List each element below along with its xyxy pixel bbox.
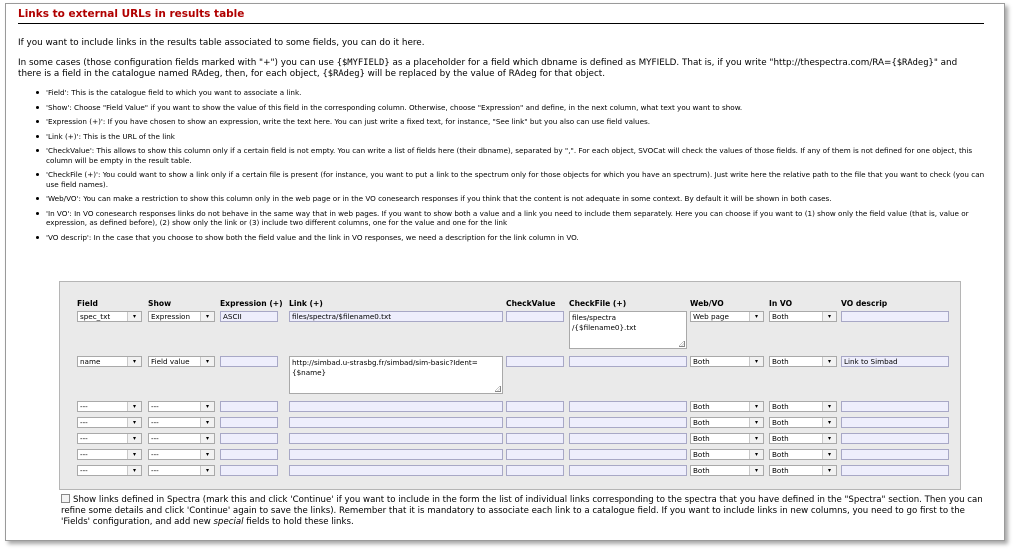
invo-select[interactable] (769, 311, 837, 322)
field-select[interactable] (77, 311, 142, 322)
expression-input[interactable] (220, 311, 278, 322)
chevron-down-icon: ▾ (822, 312, 836, 321)
field-select-value: name (80, 357, 101, 366)
header-show: Show (148, 299, 172, 308)
checkvalue-input[interactable] (506, 449, 564, 460)
footer-note (61, 494, 986, 528)
field-select[interactable] (77, 449, 142, 460)
expression-input[interactable] (220, 401, 278, 412)
header-field: Field (77, 299, 98, 308)
vodescrip-input[interactable] (841, 417, 949, 428)
webvo-select-value: Both (693, 357, 710, 366)
links-table-panel (59, 281, 961, 490)
chevron-down-icon: ▾ (127, 402, 141, 411)
link-input[interactable] (289, 449, 503, 460)
vodescrip-input[interactable] (841, 356, 949, 367)
link-textarea[interactable] (289, 356, 503, 394)
footer-text-2: fields to hold these links. (243, 517, 354, 527)
chevron-down-icon: ▾ (822, 402, 836, 411)
chevron-down-icon: ▾ (822, 357, 836, 366)
chevron-down-icon: ▾ (749, 434, 763, 443)
webvo-select-value: Both (693, 418, 710, 427)
invo-select[interactable] (769, 433, 837, 444)
checkvalue-input[interactable] (506, 417, 564, 428)
webvo-select[interactable] (690, 417, 764, 428)
chevron-down-icon: ▾ (200, 466, 214, 475)
show-select[interactable] (148, 417, 215, 428)
placeholder-text-3: " and there is a field in the catalogue named RAdeg, then, for each object, (18, 58, 958, 79)
vodescrip-input[interactable] (841, 465, 949, 476)
chevron-down-icon: ▾ (749, 357, 763, 366)
chevron-down-icon: ▾ (200, 418, 214, 427)
placeholder-code-2: {$RAdeg} (891, 58, 934, 68)
webvo-select[interactable] (690, 356, 764, 367)
show-select-value: Expression (151, 312, 191, 321)
chevron-down-icon: ▾ (127, 434, 141, 443)
vodescrip-input[interactable] (841, 311, 949, 322)
checkvalue-input[interactable] (506, 356, 564, 367)
show-select[interactable] (148, 356, 215, 367)
link-input-value: files/spectra/$filename0.txt (292, 312, 392, 321)
invo-select[interactable] (769, 401, 837, 412)
field-select[interactable] (77, 433, 142, 444)
invo-select-value: Both (772, 357, 789, 366)
show-select[interactable] (148, 311, 215, 322)
help-item-vodescrip: 'VO descrip': In the case that you choose to show both the field value and the link in VO responses, we need a description for the link column in VO. (34, 233, 989, 242)
invo-select-value: Both (772, 418, 789, 427)
show-select-value: --- (151, 418, 159, 427)
field-select-value: --- (80, 402, 88, 411)
help-item-invo: 'In VO': In VO conesearch responses links do not behave in the same way that in web pages. If you want to show both a value and a link you need to include them separately. Here you can choose if you want to (1) show only the field value (that is, value or expression, as defined before), (2) show only the link or (3) include two different columns, one for the value and one for the link (34, 209, 989, 228)
help-item-webvo: 'Web/VO': You can make a restriction to show this column only in the web page or in the VO conesearch responses if you think that the content is not adequate in some context. By default it will be shown in both cases. (34, 194, 989, 203)
resize-grip-icon[interactable] (495, 386, 501, 392)
placeholder-text-2: as a placeholder for a field which dbname is defined as MYFIELD. That is, if you write "http://thespectra.com/RA= (389, 58, 892, 68)
show-select[interactable] (148, 465, 215, 476)
chevron-down-icon: ▾ (127, 357, 141, 366)
checkfile-input[interactable] (569, 356, 687, 367)
field-select-value: --- (80, 466, 88, 475)
expression-input[interactable] (220, 356, 278, 367)
help-item-checkfile: 'CheckFile (+)': You could want to show a link only if a certain file is present (for instance, you want to put a link to the spectrum only for those objects for which you have an spectrum). Just write here the relative path to the file that you want to check (you can use field names). (34, 170, 989, 189)
field-select-value: --- (80, 434, 88, 443)
chevron-down-icon: ▾ (200, 357, 214, 366)
placeholder-text-1: In some cases (those configuration fields marked with "+") you can use (18, 58, 337, 68)
checkfile-input[interactable] (569, 417, 687, 428)
show-select-value: Field value (151, 357, 190, 366)
field-select-value: --- (80, 418, 88, 427)
show-select[interactable] (148, 433, 215, 444)
vodescrip-input[interactable] (841, 433, 949, 444)
checkvalue-input[interactable] (506, 401, 564, 412)
link-input[interactable] (289, 433, 503, 444)
placeholder-code-3: {$RAdeg} (322, 69, 365, 79)
help-item-expression: 'Expression (+)': If you have chosen to show an expression, write the text here. You can just write a fixed text, for instance, "See link" but you also can use field values. (34, 117, 989, 126)
link-textarea-value: http://simbad.u-strasbg.fr/simbad/sim-basic?Ident= {$name} (292, 358, 478, 377)
field-select[interactable] (77, 417, 142, 428)
checkfile-textarea-value: files/spectra /{$filename0}.txt (572, 313, 637, 332)
header-link: Link (+) (289, 299, 323, 308)
help-item-link: 'Link (+)': This is the URL of the link (34, 132, 989, 141)
footer-text-1: Show links defined in Spectra (mark this and click 'Continue' if you want to include in the form the list of individual links corresponding to the spectra that you have defined in the "Spectra" section. Then you can refine some details and click 'Continue' again to save the links). Remember that it is mandatory to associate each link to a catalogue field. If you want to include links in new columns, you need to go first to the 'Fields' configuration, and add new (61, 495, 983, 527)
vodescrip-input[interactable] (841, 401, 949, 412)
webvo-select-value: Both (693, 402, 710, 411)
invo-select[interactable] (769, 417, 837, 428)
checkfile-input[interactable] (569, 433, 687, 444)
checkvalue-input[interactable] (506, 433, 564, 444)
webvo-select-value: Both (693, 466, 710, 475)
chevron-down-icon: ▾ (749, 466, 763, 475)
webvo-select-value: Both (693, 450, 710, 459)
field-select-value: spec_txt (80, 312, 111, 321)
expression-input[interactable] (220, 449, 278, 460)
chevron-down-icon: ▾ (749, 418, 763, 427)
footer-special: special (213, 517, 244, 527)
expression-input[interactable] (220, 417, 278, 428)
header-checkfile: CheckFile (+) (569, 299, 627, 308)
webvo-select-value: Both (693, 434, 710, 443)
link-input[interactable] (289, 311, 503, 322)
checkfile-input[interactable] (569, 449, 687, 460)
show-spectra-links-checkbox[interactable] (61, 494, 70, 503)
help-item-show: 'Show': Choose "Field Value" if you want to show the value of this field in the corresponding column. Otherwise, choose "Expression" and define, in the next column, what text you want to show. (34, 103, 989, 112)
intro-text: If you want to include links in the results table associated to some fields, you can do it here. (18, 38, 425, 48)
placeholder-paragraph (18, 58, 983, 80)
show-select-value: --- (151, 466, 159, 475)
header-checkvalue: CheckValue (506, 299, 556, 308)
webvo-select-value: Web page (693, 312, 729, 321)
webvo-select[interactable] (690, 311, 764, 322)
chevron-down-icon: ▾ (127, 312, 141, 321)
chevron-down-icon: ▾ (749, 450, 763, 459)
chevron-down-icon: ▾ (200, 434, 214, 443)
webvo-select[interactable] (690, 449, 764, 460)
placeholder-code-1: {$MYFIELD} (336, 58, 390, 68)
field-select[interactable] (77, 465, 142, 476)
section-title: Links to external URLs in results table (18, 8, 984, 24)
page-frame (5, 3, 1005, 541)
invo-select[interactable] (769, 465, 837, 476)
invo-select-value: Both (772, 450, 789, 459)
invo-select-value: Both (772, 466, 789, 475)
placeholder-text-4: will be replaced by the value of RAdeg for that object. (364, 69, 606, 79)
checkfile-input[interactable] (569, 465, 687, 476)
expression-input-value: ASCII (223, 312, 242, 321)
chevron-down-icon: ▾ (127, 418, 141, 427)
chevron-down-icon: ▾ (127, 450, 141, 459)
chevron-down-icon: ▾ (822, 418, 836, 427)
chevron-down-icon: ▾ (200, 402, 214, 411)
chevron-down-icon: ▾ (749, 402, 763, 411)
checkvalue-input[interactable] (506, 311, 564, 322)
chevron-down-icon: ▾ (822, 450, 836, 459)
help-list (34, 88, 989, 247)
show-select-value: --- (151, 402, 159, 411)
chevron-down-icon: ▾ (200, 312, 214, 321)
invo-select-value: Both (772, 434, 789, 443)
show-select-value: --- (151, 450, 159, 459)
expression-input[interactable] (220, 465, 278, 476)
help-item-checkvalue: 'CheckValue': This allows to show this column only if a certain field is not empty. You can write a list of fields here (their dbname), separated by ",". For each object, SVOCat will check the values of those fields. If any of them is not defined for one object, this column will be empty in the result table. (34, 146, 989, 165)
field-select-value: --- (80, 450, 88, 459)
vodescrip-input[interactable] (841, 449, 949, 460)
vodescrip-input-value: Link to Simbad (844, 357, 898, 366)
webvo-select[interactable] (690, 465, 764, 476)
checkfile-input[interactable] (569, 401, 687, 412)
link-input[interactable] (289, 465, 503, 476)
link-input[interactable] (289, 401, 503, 412)
show-select-value: --- (151, 434, 159, 443)
chevron-down-icon: ▾ (822, 466, 836, 475)
field-select[interactable] (77, 401, 142, 412)
invo-select[interactable] (769, 449, 837, 460)
header-vodescrip: VO descrip (841, 299, 888, 308)
show-select[interactable] (148, 449, 215, 460)
help-item-field: 'Field': This is the catalogue field to which you want to associate a link. (34, 88, 989, 97)
chevron-down-icon: ▾ (749, 312, 763, 321)
invo-select-value: Both (772, 312, 789, 321)
field-select[interactable] (77, 356, 142, 367)
invo-select[interactable] (769, 356, 837, 367)
checkvalue-input[interactable] (506, 465, 564, 476)
chevron-down-icon: ▾ (127, 466, 141, 475)
checkfile-textarea[interactable] (569, 311, 687, 349)
show-select[interactable] (148, 401, 215, 412)
header-webvo: Web/VO (690, 299, 724, 308)
expression-input[interactable] (220, 433, 278, 444)
chevron-down-icon: ▾ (200, 450, 214, 459)
chevron-down-icon: ▾ (822, 434, 836, 443)
resize-grip-icon[interactable] (679, 341, 685, 347)
webvo-select[interactable] (690, 433, 764, 444)
invo-select-value: Both (772, 402, 789, 411)
webvo-select[interactable] (690, 401, 764, 412)
link-input[interactable] (289, 417, 503, 428)
header-expression: Expression (+) (220, 299, 283, 308)
header-invo: In VO (769, 299, 793, 308)
